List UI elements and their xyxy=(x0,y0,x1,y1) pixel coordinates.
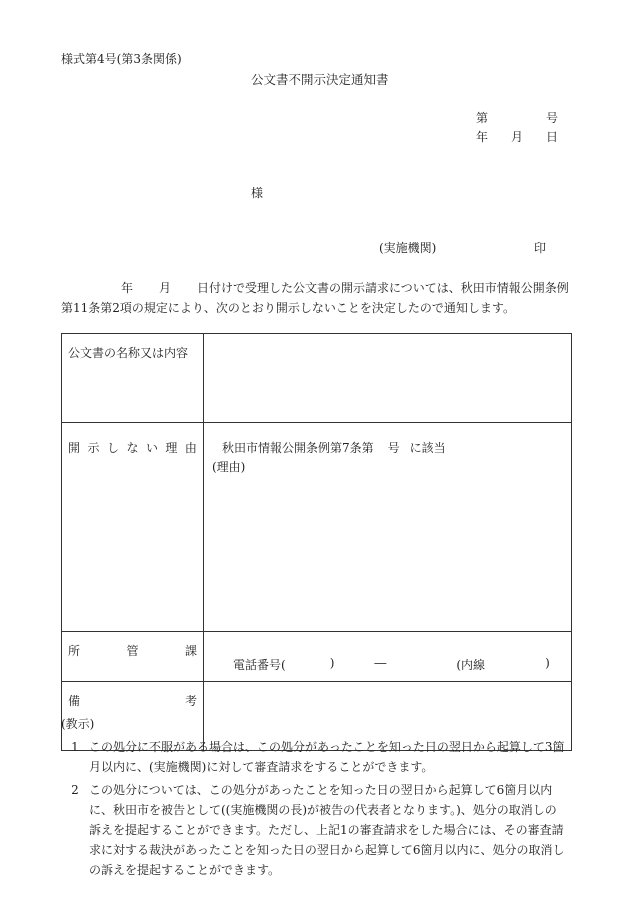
date-month: 月 xyxy=(510,130,523,144)
value-document-name xyxy=(204,334,572,423)
document-title: 公文書不開示決定通知書 xyxy=(251,72,389,87)
issuer-agency: (実施機関) xyxy=(379,241,437,255)
label-remarks: 備 考 xyxy=(68,694,197,708)
instruction-item: 1 この処分に不服がある場合は、この処分があったことを知った日の翌日から起算して3箇月以内に、(実施機関)に対して審査請求をすることができます。 xyxy=(71,740,565,774)
decision-table xyxy=(61,333,572,751)
body-month: 月 xyxy=(159,281,172,295)
form-number: 様式第4号(第3条関係) xyxy=(61,52,182,66)
extension-label: (内線 xyxy=(456,658,486,672)
table-row-document-name xyxy=(62,334,572,423)
doc-number-prefix: 第 xyxy=(476,111,489,125)
reason-label: (理由) xyxy=(212,460,246,474)
body-year: 年 xyxy=(121,281,134,295)
instruction-item: 2 この処分については、この処分があったことを知った日の翌日から起算して6箇月以内に、秋田市を被告として((実施機関の長)が被告の代表者となります。)、処分の取消しの訴えを提起することができます。ただし、上記1の審査請求をした場合には、その審査請求に対する裁決があったことを知った日の翌日から起算して6箇月以内に、処分の取消しの訴えを提起することができます。 xyxy=(71,783,565,877)
addressee-suffix: 様 xyxy=(251,186,264,200)
instructions-header: (教示) xyxy=(61,717,95,731)
phone-line: 電話番号( ) ― (内線 ) xyxy=(233,656,550,672)
seal-mark: 印 xyxy=(534,241,547,255)
label-department: 所 管 課 xyxy=(68,644,197,658)
value-department xyxy=(204,632,572,682)
label-document-name: 公文書の名称又は内容 xyxy=(62,334,204,423)
document-number-line xyxy=(476,111,558,125)
table-row-department xyxy=(62,632,572,682)
reason-clause: 秋田市情報公開条例第7条第 号 に該当 xyxy=(222,441,446,455)
document-date-line xyxy=(476,130,558,144)
doc-number-suffix: 号 xyxy=(545,111,558,125)
notice-body xyxy=(61,278,571,318)
label-reason: 開 示 し な い 理 由 xyxy=(68,441,197,455)
body-text: 日付けで受理した公文書の開示請求については、秋田市情報公開条例第11条第2項の規定により、次のとおり開示しないことを決定したので通知します。 xyxy=(61,281,569,315)
table-row-reason xyxy=(62,423,572,632)
instructions-section xyxy=(61,714,581,880)
date-year: 年 xyxy=(476,130,489,144)
value-reason xyxy=(204,423,572,632)
date-day: 日 xyxy=(545,130,558,144)
